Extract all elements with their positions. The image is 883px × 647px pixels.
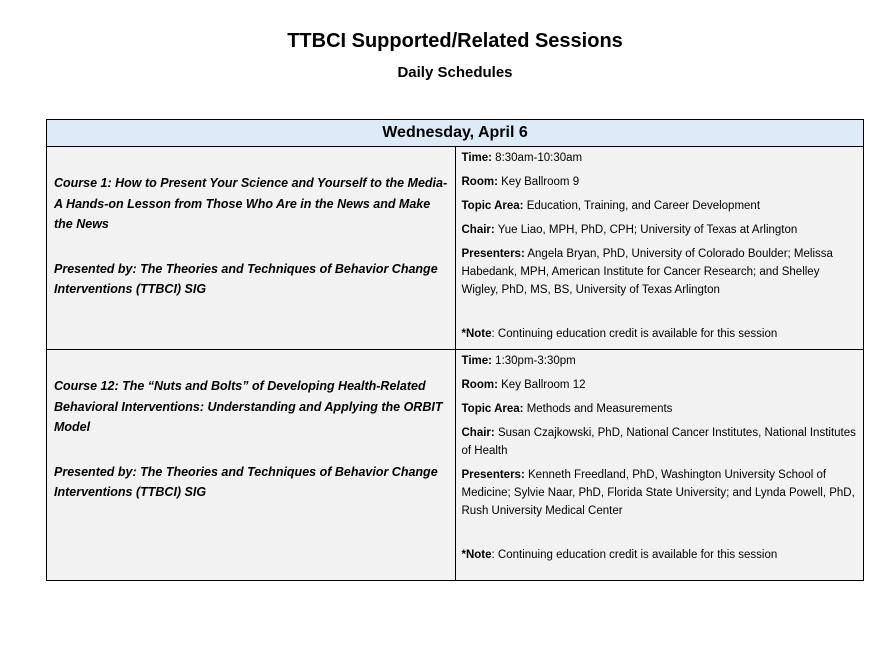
chair-value: Yue Liao, MPH, PhD, CPH; University of Texas at Arlington xyxy=(497,224,798,236)
session-summary-cell xyxy=(47,147,456,350)
note-value: : Continuing education credit is available for this session xyxy=(491,328,778,340)
topic-field xyxy=(462,197,858,215)
page-title: TTBCI Supported/Related Sessions xyxy=(287,30,623,52)
chair-field xyxy=(462,424,858,460)
presenters-value: Angela Bryan, PhD, University of Colorado Boulder; Melissa Habedank, MPH, American Institute for Cancer Research; and Shelley Wigley, PhD, MS, BS, University of Texas Arlington xyxy=(461,248,833,296)
time-label: Time: xyxy=(461,152,492,164)
presenters-value: Kenneth Freedland, PhD, Washington University School of Medicine; Sylvie Naar, PhD, Florida State University; and Lynda Powell, PhD, Rush University Medical Center xyxy=(461,469,855,517)
topic-value: Methods and Measurements xyxy=(526,403,673,415)
time-label: Time: xyxy=(461,355,492,367)
session-row xyxy=(47,147,864,350)
chair-label: Chair: xyxy=(461,224,495,236)
presenters-label: Presenters: xyxy=(461,469,525,481)
note-label: *Note xyxy=(461,328,492,340)
session-details-cell xyxy=(455,147,864,350)
time-field xyxy=(462,149,858,167)
room-label: Room: xyxy=(461,379,498,391)
time-value: 1:30pm-3:30pm xyxy=(495,355,576,367)
session-row xyxy=(47,350,864,581)
note-field xyxy=(462,325,858,343)
topic-value: Education, Training, and Career Development xyxy=(526,200,761,212)
room-field xyxy=(462,173,858,191)
topic-label: Topic Area: xyxy=(461,200,524,212)
course-title: Course 1: How to Present Your Science and Yourself to the Media- A Hands-on Lesson from Those Who Are in the News and Make the News xyxy=(54,176,448,231)
room-value: Key Ballroom 9 xyxy=(501,176,580,188)
note-label: *Note xyxy=(461,549,492,561)
course-title: Course 12: The “Nuts and Bolts” of Developing Health-Related Behavioral Interventions: Understanding and Applying the ORBIT Model xyxy=(54,379,443,434)
chair-value: Susan Czajkowski, PhD, National Cancer Institutes, National Institutes of Health xyxy=(461,427,856,457)
presented-by: Presented by: The Theories and Techniques of Behavior Change Interventions (TTBCI) SIG xyxy=(54,261,438,296)
page-subtitle: Daily Schedules xyxy=(397,64,513,81)
time-value: 8:30am-10:30am xyxy=(495,152,583,164)
note-field xyxy=(462,546,858,564)
chair-label: Chair: xyxy=(461,427,495,439)
schedule-table xyxy=(46,119,864,581)
presenters-field xyxy=(462,466,858,520)
presenters-label: Presenters: xyxy=(461,248,525,260)
presented-by: Presented by: The Theories and Techniques of Behavior Change Interventions (TTBCI) SIG xyxy=(54,464,438,499)
presenters-field xyxy=(462,245,858,299)
topic-label: Topic Area: xyxy=(461,403,524,415)
day-header: Wednesday, April 6 xyxy=(47,120,864,147)
room-value: Key Ballroom 12 xyxy=(501,379,586,391)
room-field xyxy=(462,376,858,394)
time-field xyxy=(462,352,858,370)
note-value: : Continuing education credit is available for this session xyxy=(491,549,778,561)
chair-field xyxy=(462,221,858,239)
room-label: Room: xyxy=(461,176,498,188)
topic-field xyxy=(462,400,858,418)
session-summary-cell xyxy=(47,350,456,581)
session-details-cell xyxy=(455,350,864,581)
